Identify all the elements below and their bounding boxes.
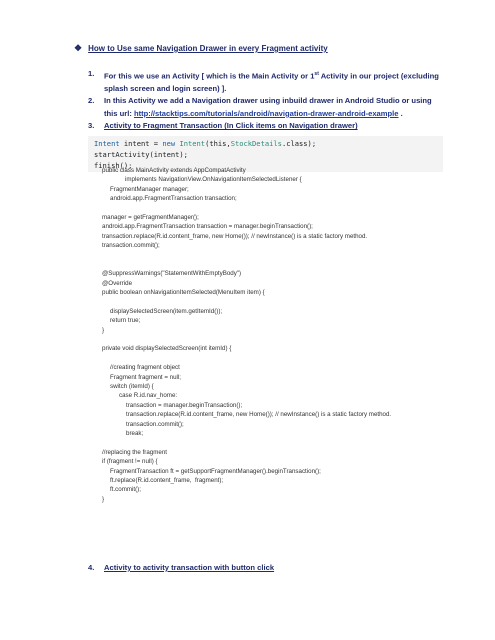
code-line: //creating fragment object — [110, 364, 180, 372]
code-line: //replacing the fragment — [102, 448, 168, 456]
step-text: Activity to Fragment Transaction (In Click items on Navigation drawer) — [104, 121, 358, 131]
java-code-listing — [102, 160, 467, 504]
code-line: finish(); — [94, 161, 133, 170]
code-line: break; — [126, 429, 144, 437]
code-line: @SuppressWarnings("StatementWithEmptyBody") — [102, 270, 242, 278]
superscript: st — [314, 71, 319, 77]
code-line: startActivity(intent); — [94, 150, 188, 159]
spacer — [102, 438, 467, 447]
spacer — [102, 251, 467, 260]
code-line: case R.id.nav_home: — [119, 392, 178, 400]
code-line: displaySelectedScreen(item.getItemId()); — [110, 307, 223, 315]
code-token: StockDetails — [230, 139, 282, 148]
code-line: manager = getFragmentManager(); — [102, 213, 199, 221]
code-token: Intent — [94, 139, 120, 148]
step-text-part: this url: — [104, 108, 134, 118]
step-number: 2. — [88, 96, 95, 106]
code-token: intent = — [119, 139, 163, 148]
code-line: return true; — [110, 317, 141, 325]
code-line: implements NavigationView.OnNavigationItemSelectedListener { — [125, 176, 302, 184]
code-line: public class MainActivity extends AppCompatActivity — [102, 167, 246, 174]
step-text-part: splash screen and login screen) ]. — [104, 83, 227, 93]
step-text-part: For this we use an Activity [ which is the Main Activity or 1 — [104, 71, 315, 81]
code-line: FragmentTransaction ft = getSupportFragmentManager().beginTransaction(); — [110, 467, 321, 475]
code-line: transaction.commit(); — [126, 420, 184, 428]
tutorial-link[interactable]: http://stacktips.com/tutorials/android/navigation-drawer-android-example — [133, 108, 399, 118]
step-number: 4. — [88, 563, 95, 572]
code-line: transaction.replace(R.id.content_frame, new Home()); // newInstance() is a static factory method. — [126, 411, 392, 419]
list-item — [88, 95, 458, 120]
steps-list — [88, 68, 458, 133]
code-line: android.app.FragmentTransaction transaction = manager.beginTransaction(); — [102, 223, 313, 231]
code-line: @Override — [102, 279, 133, 287]
document-heading — [74, 43, 328, 54]
code-line: private void displaySelectedScreen(int itemId) { — [102, 345, 232, 353]
spacer — [102, 260, 467, 269]
heading-text: How to Use same Navigation Drawer in every Fragment activity — [88, 44, 328, 53]
step-text — [104, 68, 458, 95]
code-line: android.app.FragmentTransaction transaction; — [110, 195, 237, 203]
step-number: 1. — [88, 69, 95, 78]
code-token: new — [162, 139, 176, 148]
step-text — [104, 95, 458, 120]
code-line: } — [102, 495, 105, 503]
step-text-part: In this Activity we add a Navigation drawer using inbuild drawer in Android Studio or using — [104, 96, 432, 106]
code-line: switch (itemId) { — [110, 382, 154, 390]
code-line: FragmentManager manager; — [110, 185, 189, 193]
step-text-part: Activity in our project (excluding — [318, 71, 439, 81]
code-line: ft.replace(R.id.content_frame, fragment); — [110, 476, 224, 484]
list-item — [88, 120, 458, 132]
code-line — [94, 138, 437, 149]
code-token: Intent — [179, 139, 206, 148]
step-text: Activity to activity transaction with button click — [104, 563, 275, 572]
code-line: ft.commit(); — [110, 486, 141, 494]
list-item — [88, 563, 274, 572]
step-number: 3. — [88, 121, 95, 131]
code-line: } — [102, 326, 105, 334]
diamond-bullet-icon: ❖ — [74, 43, 83, 53]
list-item — [88, 68, 458, 95]
code-line: transaction.commit(); — [102, 242, 160, 250]
code-line: if (fragment != null) { — [102, 458, 158, 466]
code-line: transaction = manager.beginTransaction(); — [126, 401, 243, 409]
spacer — [102, 297, 467, 306]
step-text-part: . — [398, 108, 403, 118]
spacer — [102, 354, 467, 363]
code-line: Fragment fragment = null; — [110, 373, 182, 381]
code-line: public boolean onNavigationItemSelected(MenuItem item) { — [102, 289, 265, 297]
code-token: (this, — [205, 139, 231, 148]
spacer — [102, 204, 467, 213]
spacer — [102, 335, 467, 344]
code-line: transaction.replace(R.id.content_frame, new Home()); // newInstance() is a static factory method. — [102, 232, 368, 240]
code-token: .class); — [281, 139, 317, 148]
